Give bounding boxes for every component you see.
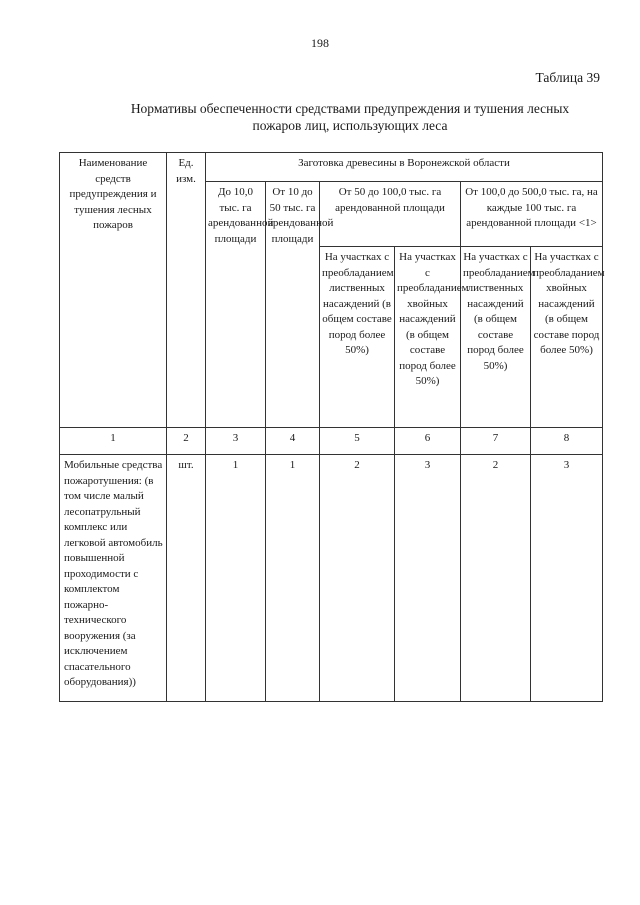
column-number: 7 — [461, 428, 531, 455]
column-number: 2 — [167, 428, 206, 455]
row-unit: шт. — [167, 455, 206, 702]
column-number: 8 — [531, 428, 603, 455]
table-label: Таблица 39 — [535, 70, 600, 85]
column-number: 4 — [266, 428, 320, 455]
table-title-line-1: Нормативы обеспеченности средствами предупреждения и тушения лесных — [130, 101, 570, 116]
header-col-4: От 10 до 50 тыс. га арендованной площади — [266, 182, 320, 428]
row-value: 2 — [320, 455, 395, 702]
header-col-5: На участках с преобладанием лиственных насаждений (в общем составе пород более 50%) — [320, 247, 395, 428]
header-col-8: На участках с преобладанием хвойных насаждений (в общем составе пород более 50%) — [531, 247, 603, 428]
header-unit: Ед. изм. — [167, 153, 206, 428]
column-numbers-row — [60, 428, 603, 455]
header-group-region: Заготовка древесины в Воронежской области — [206, 153, 603, 182]
column-number: 1 — [60, 428, 167, 455]
header-col-6: На участках с преобладанием хвойных насаждений (в общем составе пород более 50%) — [395, 247, 461, 428]
header-group-50-100: От 50 до 100,0 тыс. га арендованной площади — [320, 182, 461, 247]
header-col-3: До 10,0 тыс. га арендованной площади — [206, 182, 266, 428]
header-group-100-500: От 100,0 до 500,0 тыс. га, на каждые 100 тыс. га арендованной площади <1> — [461, 182, 603, 247]
header-col-7: На участках с преобладанием лиственных насаждений (в общем составе пород более 50%) — [461, 247, 531, 428]
table-title-line-2: пожаров лиц, использующих леса — [252, 118, 448, 133]
table-title — [70, 100, 630, 134]
row-value: 1 — [266, 455, 320, 702]
column-number: 5 — [320, 428, 395, 455]
column-number: 3 — [206, 428, 266, 455]
column-number: 6 — [395, 428, 461, 455]
row-value: 3 — [395, 455, 461, 702]
row-value: 2 — [461, 455, 531, 702]
row-value: 1 — [206, 455, 266, 702]
table-row — [60, 455, 603, 702]
page-number: 198 — [311, 36, 329, 50]
header-row-1 — [60, 153, 603, 182]
header-name: Наименование средств предупреждения и тушения лесных пожаров — [60, 153, 167, 428]
row-value: 3 — [531, 455, 603, 702]
norms-table — [59, 152, 603, 702]
row-name: Мобильные средства пожаротушения: (в том числе малый лесопатрульный комплекс или легковой автомобиль повышенной проходимости с комплектом пожарно-технического вооружения (за исключением спасательного оборудования)) — [60, 455, 167, 702]
